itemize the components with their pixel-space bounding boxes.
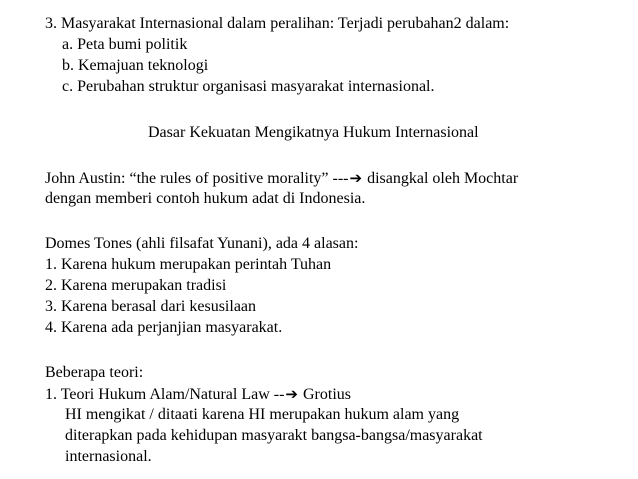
theory-1-description-line-1: HI mengikat / ditaati karena HI merupakan hukum alam yang xyxy=(65,406,460,423)
austin-text-before: John Austin: “the rules of positive morality” --- xyxy=(45,170,349,187)
arrow-right-icon: ➔ xyxy=(349,169,363,187)
section3-item-c: c. Perubahan struktur organisasi masyarakat internasional. xyxy=(62,78,435,95)
domes-reason-1: 1. Karena hukum merupakan perintah Tuhan xyxy=(45,256,332,273)
theory-1 xyxy=(45,384,351,404)
slide-title: Dasar Kekuatan Mengikatnya Hukum Internasional xyxy=(148,124,479,141)
theories-intro: Beberapa teori: xyxy=(45,364,144,381)
arrow-right-icon: ➔ xyxy=(285,385,298,403)
austin-line-1 xyxy=(45,168,518,188)
section3-heading: 3. Masyarakat Internasional dalam peralihan: Terjadi perubahan2 dalam: xyxy=(45,15,510,32)
theory-1-text-before: 1. Teori Hukum Alam/Natural Law -- xyxy=(45,386,285,403)
austin-line-2: dengan memberi contoh hukum adat di Indonesia. xyxy=(45,190,366,207)
section3-item-a: a. Peta bumi politik xyxy=(62,36,188,53)
theory-1-description-line-3: internasional. xyxy=(65,448,152,465)
theory-1-description-line-2: diterapkan pada kehidupan masyarakt bangsa-bangsa/masyarakat xyxy=(65,427,483,444)
theory-1-text-after: Grotius xyxy=(299,386,351,403)
austin-text-after: disangkal oleh Mochtar xyxy=(363,170,519,187)
domes-reason-4: 4. Karena ada perjanjian masyarakat. xyxy=(45,319,283,336)
section3-item-b: b. Kemajuan teknologi xyxy=(62,57,209,74)
domes-reason-3: 3. Karena berasal dari kesusilaan xyxy=(45,298,257,315)
domes-intro: Domes Tones (ahli filsafat Yunani), ada 4 alasan: xyxy=(45,235,359,252)
domes-reason-2: 2. Karena merupakan tradisi xyxy=(45,277,227,294)
